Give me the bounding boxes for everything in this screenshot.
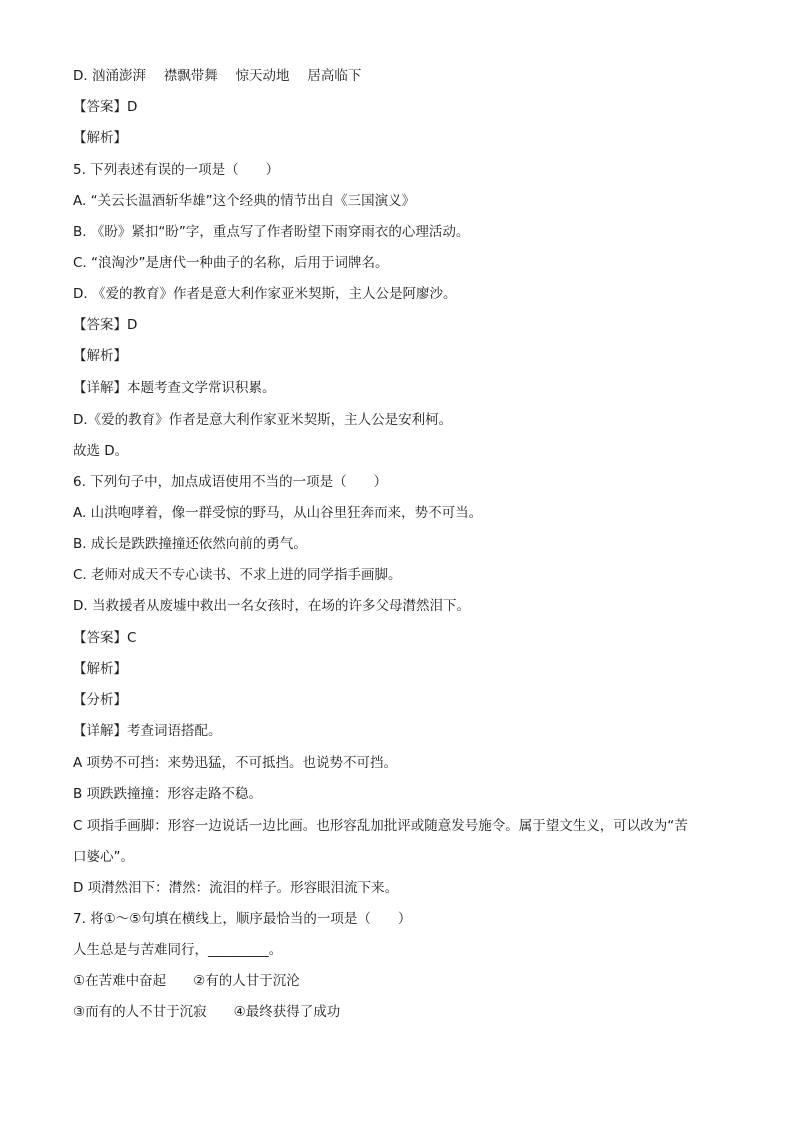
question-5-option-b: B. 《盼》紧扣“盼”字，重点写了作者盼望下雨穿雨衣的心理活动。 [73, 224, 470, 240]
explanation-d: D 项潸然泪下：潸然：流泪的样子。形容眼泪流下来。 [73, 880, 399, 896]
explanation-c-cont: 口婆心”。 [73, 849, 134, 865]
question-6-option-c: C. 老师对成天不专心读书、不求上进的同学指手画脚。 [73, 567, 402, 583]
analysis-label: 【解析】 [73, 661, 127, 677]
answer-label: 【答案】C [73, 630, 137, 646]
answer-label: 【答案】D [73, 99, 138, 115]
question-7-sentence: 人生总是与苦难同行，_________。 [73, 942, 283, 958]
question-6-option-d: D. 当救援者从废墟中救出一名女孩时，在场的许多父母潸然泪下。 [73, 598, 470, 614]
analysis-sub-label: 【分析】 [73, 692, 127, 708]
conclusion-text: 故选 D。 [73, 443, 129, 459]
question-5-option-c: C. “浪淘沙”是唐代一种曲子的名称，后用于词牌名。 [73, 255, 389, 271]
analysis-label: 【解析】 [73, 130, 127, 146]
explanation-c: C 项指手画脚：形容一边说话一边比画。也形容乱加批评或随意发号施令。属于望文生义，可以改为“苦 [73, 818, 688, 834]
question-6-option-b: B. 成长是跌跌撞撞还依然向前的勇气。 [73, 536, 307, 552]
explanation-a: A 项势不可挡：来势迅猛，不可抵挡。也说势不可挡。 [73, 755, 398, 771]
answer-label: 【答案】D [73, 317, 138, 333]
question-7-stem: 7. 将①～⑤句填在横线上，顺序最恰当的一项是（ ） [73, 911, 412, 927]
question-6-option-a: A. 山洪咆哮着，像一群受惊的野马，从山谷里狂奔而来，势不可当。 [73, 505, 483, 521]
detail-text: 【详解】本题考查文学常识积累。 [73, 380, 276, 396]
question-6-stem: 6. 下列句子中，加点成语使用不当的一项是（ ） [73, 474, 388, 490]
detail-text: 【详解】考查词语搭配。 [73, 723, 222, 739]
question-4-option-d: D. 汹涌澎湃 襟飘带舞 惊天动地 居高临下 [73, 68, 362, 84]
question-7-items-2: ③而有的人不甘于沉寂 ④最终获得了成功 [73, 1004, 341, 1020]
analysis-label: 【解析】 [73, 348, 127, 364]
question-7-items-1: ①在苦难中奋起 ②有的人甘于沉沦 [73, 973, 300, 989]
question-5-stem: 5. 下列表述有误的一项是（ ） [73, 162, 280, 178]
question-5-option-a: A. “关云长温酒斩华雄”这个经典的情节出自《三国演义》 [73, 193, 416, 209]
question-5-option-d: D. 《爱的教育》作者是意大利作家亚米契斯，主人公是阿廖沙。 [73, 286, 457, 302]
explanation-b: B 项跌跌撞撞：形容走路不稳。 [73, 786, 263, 802]
detail-text: D.《爱的教育》作者是意大利作家亚米契斯，主人公是安利柯。 [73, 412, 453, 428]
